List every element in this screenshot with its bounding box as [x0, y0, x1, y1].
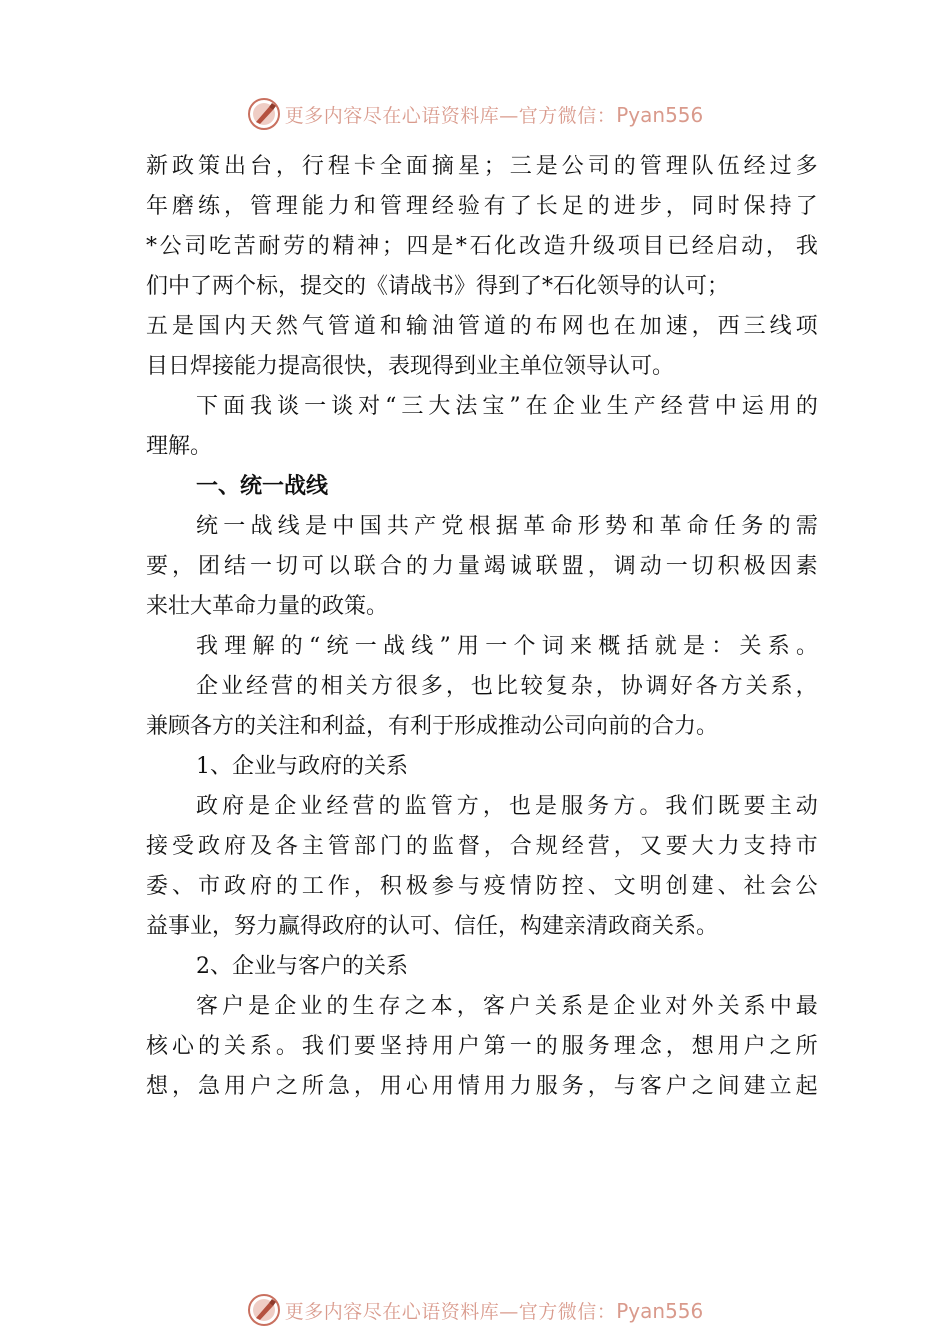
pen-nib-logo-icon	[247, 1293, 281, 1327]
document-body	[146, 147, 818, 1107]
footer-watermark	[0, 1290, 950, 1330]
text-line: 目日焊接能力提高很快，表现得到业主单位领导认可。	[146, 354, 675, 379]
text-line: 企 业 经 营 的 相 关 方 很 多 ， 也 比 较 复 杂 ， 协 调 好 各 方 关 系 ，	[196, 674, 818, 699]
pen-nib-logo-icon	[247, 97, 281, 131]
text-line: 接 受 政 府 及 各 主 管 部 门 的 监 督 ， 合 规 经 营 ， 又 要 大 力 支 持 市	[146, 834, 818, 859]
watermark-text: 更多内容尽在心语资料库—官方微信：Pyan556	[284, 102, 704, 127]
text-line: 统 一 战 线 是 中 国 共 产 党 根 据 革 命 形 势 和 革 命 任 务 的 需	[196, 514, 818, 539]
text-line: 委 、 市 政 府 的 工 作 ， 积 极 参 与 疫 情 防 控 、 文 明 创 建 、 社 会 公	[146, 874, 818, 899]
text-line: 2、企业与客户的关系	[196, 954, 408, 979]
section-heading: 一、统一战线	[196, 474, 329, 499]
text-line: 益事业，努力赢得政府的认可、信任，构建亲清政商关系。	[146, 914, 719, 939]
text-line: * 公 司 吃 苦 耐 劳 的 精 神 ； 四 是 * 石 化 改 造 升 级 项 目 已 经 启 动 ， 我	[146, 234, 818, 259]
text-line: 客 户 是 企 业 的 生 存 之 本 ， 客 户 关 系 是 企 业 对 外 关 系 中 最	[196, 994, 818, 1019]
header-watermark	[0, 94, 950, 134]
text-line: 来壮大革命力量的政策。	[146, 594, 389, 619]
watermark-text: 更多内容尽在心语资料库—官方微信：Pyan556	[284, 1298, 704, 1323]
text-line: 我 理 解 的 “ 统 一 战 线 ” 用 一 个 词 来 概 括 就 是 ： 关 系 。	[196, 634, 818, 659]
text-line: 新 政 策 出 台 ， 行 程 卡 全 面 摘 星 ； 三 是 公 司 的 管 理 队 伍 经 过 多	[146, 154, 818, 179]
text-line: 理解。	[146, 434, 213, 459]
text-line: 们中了两个标，提交的《请战书》得到了*石化领导的认可；	[146, 274, 730, 299]
text-line: 五 是 国 内 天 然 气 管 道 和 输 油 管 道 的 布 网 也 在 加 速 ， 西 三 线 项	[146, 314, 818, 339]
text-line: 年 磨 练 ， 管 理 能 力 和 管 理 经 验 有 了 长 足 的 进 步 ， 同 时 保 持 了	[146, 194, 818, 219]
text-line: 要 ， 团 结 一 切 可 以 联 合 的 力 量 竭 诚 联 盟 ， 调 动 一 切 积 极 因 素	[146, 554, 818, 579]
text-line: 下 面 我 谈 一 谈 对 “ 三 大 法 宝 ” 在 企 业 生 产 经 营 中 运 用 的	[196, 394, 818, 419]
text-line: 兼顾各方的关注和利益，有利于形成推动公司向前的合力。	[146, 714, 719, 739]
text-line: 想 ， 急 用 户 之 所 急 ， 用 心 用 情 用 力 服 务 ， 与 客 户 之 间 建 立 起	[146, 1074, 818, 1099]
text-line: 1、企业与政府的关系	[196, 754, 408, 779]
text-line: 政 府 是 企 业 经 营 的 监 管 方 ， 也 是 服 务 方 。 我 们 既 要 主 动	[196, 794, 818, 819]
text-line: 核 心 的 关 系 。 我 们 要 坚 持 用 户 第 一 的 服 务 理 念 ， 想 用 户 之 所	[146, 1034, 818, 1059]
